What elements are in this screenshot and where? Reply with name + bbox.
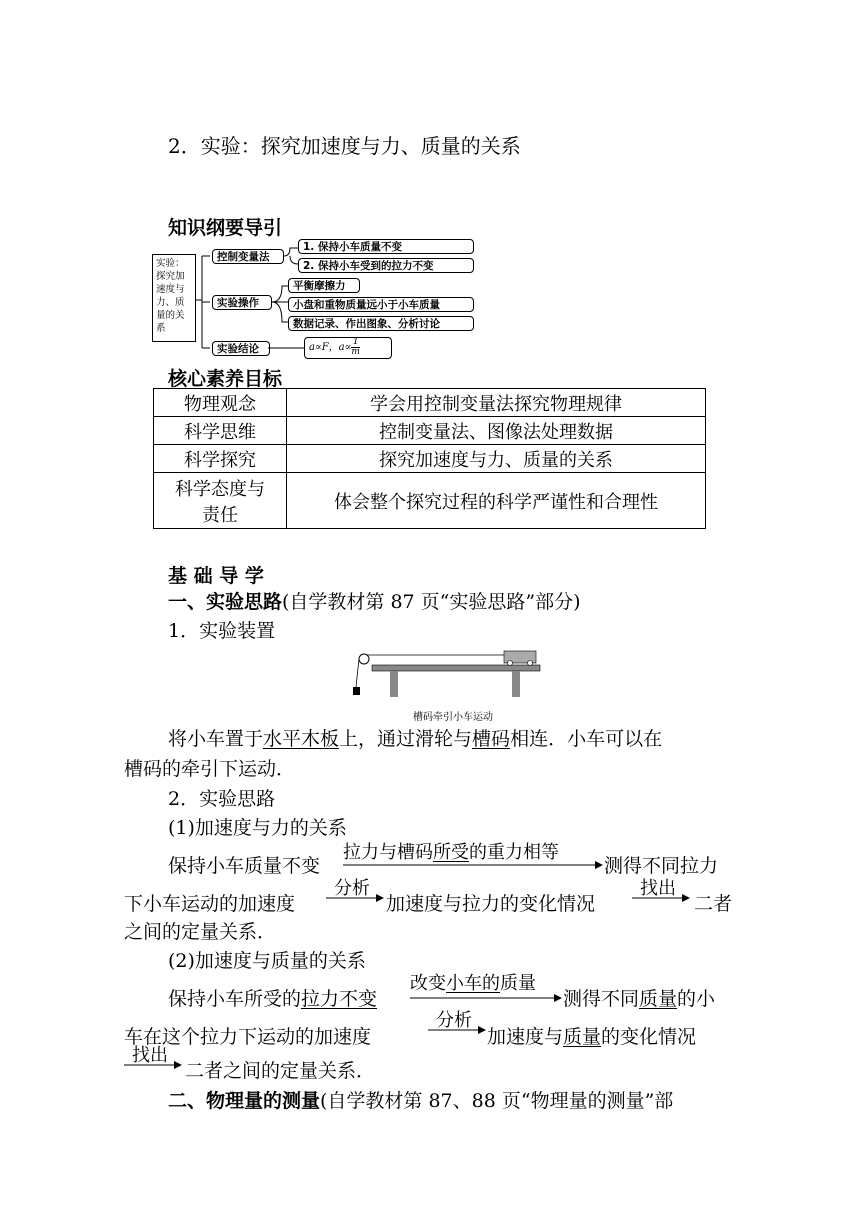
blank-answer: 所受 bbox=[433, 842, 469, 863]
subheading-mass: (2)加速度与质量的关系 bbox=[168, 950, 366, 972]
item-apparatus: 1．实验装置 bbox=[168, 620, 276, 642]
root-line: 探究加 bbox=[156, 271, 185, 282]
arrow-icon bbox=[343, 860, 605, 870]
p3-line2-rest bbox=[487, 1022, 696, 1049]
arrow-icon bbox=[410, 993, 564, 1003]
table-key: 科学思维 bbox=[154, 417, 287, 445]
p2-line2-end: 二者 bbox=[694, 893, 733, 915]
arrow-icon bbox=[632, 893, 692, 903]
text-run: 将小车置于 bbox=[168, 728, 264, 750]
text-run: 加速度与 bbox=[487, 1026, 564, 1048]
text-run: 上，通过滑轮与 bbox=[339, 728, 473, 750]
text-run: 改变 bbox=[410, 973, 446, 994]
table-value: 体会整个探究过程的科学严谨性和合理性 bbox=[287, 473, 706, 529]
text-run: 的小 bbox=[677, 988, 716, 1010]
branch1-item: 2. 保持小车受到的拉力不变 bbox=[298, 258, 474, 273]
branch2-item: 数据记录、作出图象、分析讨论 bbox=[288, 316, 474, 331]
section-1-heading bbox=[168, 587, 581, 614]
p3-line2-start: 车在这个拉力下运动的加速度 bbox=[124, 1026, 372, 1048]
item-idea: 2．实验思路 bbox=[168, 788, 276, 810]
blank-answer: 水平木板 bbox=[263, 728, 340, 750]
key-line: 责任 bbox=[202, 504, 238, 526]
basic-title: 基 础 导 学 bbox=[168, 565, 264, 587]
table-value: 控制变量法、图像法处理数据 bbox=[287, 417, 706, 445]
figure-caption: 槽码牵引小车运动 bbox=[413, 712, 493, 723]
text-run: 测得不同 bbox=[563, 988, 640, 1010]
branch2-item: 小盘和重物质量远小于小车质量 bbox=[288, 297, 474, 312]
fraction-numerator: 1 bbox=[352, 337, 359, 347]
outline-title: 知识纲要导引 bbox=[168, 217, 283, 239]
apparatus-figure bbox=[344, 643, 548, 701]
table-key bbox=[154, 473, 287, 529]
section-2-heading bbox=[168, 1086, 673, 1113]
fraction bbox=[351, 338, 360, 357]
blank-answer: 小车的 bbox=[446, 973, 500, 994]
section-heading: 2．实验：探究加速度与力、质量的关系 bbox=[168, 134, 521, 158]
text-run: 质量 bbox=[500, 973, 536, 994]
section-1-note: (自学教材第 87 页“实验思路”部分) bbox=[282, 591, 581, 613]
root-line: 系 bbox=[156, 323, 166, 334]
root-line: 实验： bbox=[156, 258, 185, 269]
arrow-label: 找出 bbox=[640, 878, 676, 899]
branch-control-variable: 控制变量法 bbox=[212, 249, 284, 264]
p2-measure: 测得不同拉力 bbox=[604, 855, 719, 877]
fraction-denominator: m bbox=[351, 347, 360, 357]
key-line: 科学态度与 bbox=[175, 478, 265, 500]
section-1-label: 一、实验思路 bbox=[168, 591, 283, 613]
mindmap-root bbox=[152, 254, 196, 342]
p3-measure bbox=[563, 984, 715, 1011]
arrow-icon bbox=[428, 1025, 488, 1035]
branch2-item: 平衡摩擦力 bbox=[288, 278, 360, 293]
blank-answer: 质量 bbox=[563, 1026, 602, 1048]
subheading-force: (1)加速度与力的关系 bbox=[168, 817, 347, 839]
p2-line2-start: 下小车运动的加速度 bbox=[124, 893, 296, 915]
root-line: 量的关 bbox=[156, 310, 185, 321]
root-line: 力、质 bbox=[156, 297, 185, 308]
core-goals-table bbox=[153, 388, 706, 529]
table-value: 探究加速度与力、质量的关系 bbox=[287, 445, 706, 473]
arrow-label bbox=[410, 969, 536, 995]
branch3-item bbox=[304, 337, 392, 359]
paragraph-apparatus-line2: 槽码的牵引下运动． bbox=[124, 758, 296, 780]
table-key: 物理观念 bbox=[154, 389, 287, 417]
arrow-label: 分析 bbox=[334, 878, 370, 899]
table-row bbox=[154, 473, 706, 529]
branch-conclusion: 实验结论 bbox=[212, 341, 270, 356]
text-run: 的重力相等 bbox=[469, 842, 559, 863]
table-row bbox=[154, 417, 706, 445]
p3-line3: 二者之间的定量关系． bbox=[185, 1060, 376, 1082]
branch-operation: 实验操作 bbox=[212, 295, 272, 310]
p3-start bbox=[168, 984, 377, 1011]
text-run: 的变化情况 bbox=[601, 1026, 697, 1048]
text-run: 相连．小车可以在 bbox=[510, 728, 663, 750]
blank-answer: 拉力不变 bbox=[301, 988, 378, 1010]
blank-answer: 质量 bbox=[639, 988, 678, 1010]
p2-line3: 之间的定量关系． bbox=[124, 921, 277, 943]
arrow-icon bbox=[124, 1060, 184, 1070]
table-row bbox=[154, 445, 706, 473]
text-run: 保持小车所受的 bbox=[168, 988, 302, 1010]
branch1-item: 1. 保持小车质量不变 bbox=[298, 239, 474, 254]
table-row bbox=[154, 389, 706, 417]
text-run: 拉力与槽码 bbox=[343, 842, 433, 863]
root-line: 速度与 bbox=[156, 284, 185, 295]
table-value: 学会用控制变量法探究物理规律 bbox=[287, 389, 706, 417]
arrow-label: 找出 bbox=[132, 1045, 168, 1066]
section-2-note: (自学教材第 87、88 页“物理量的测量”部 bbox=[320, 1090, 674, 1112]
paragraph-apparatus bbox=[168, 724, 662, 751]
arrow-icon bbox=[326, 893, 386, 903]
p2-line2-mid: 加速度与拉力的变化情况 bbox=[386, 893, 596, 915]
blank-answer: 槽码 bbox=[472, 728, 511, 750]
table-key: 科学探究 bbox=[154, 445, 287, 473]
arrow-label: 分析 bbox=[436, 1010, 472, 1031]
p2-start: 保持小车质量不变 bbox=[168, 855, 321, 877]
section-2-label: 二、物理量的测量 bbox=[168, 1090, 321, 1112]
core-title: 核心素养目标 bbox=[168, 368, 283, 390]
conclusion-formula: a∝F，a∝ bbox=[309, 342, 352, 353]
